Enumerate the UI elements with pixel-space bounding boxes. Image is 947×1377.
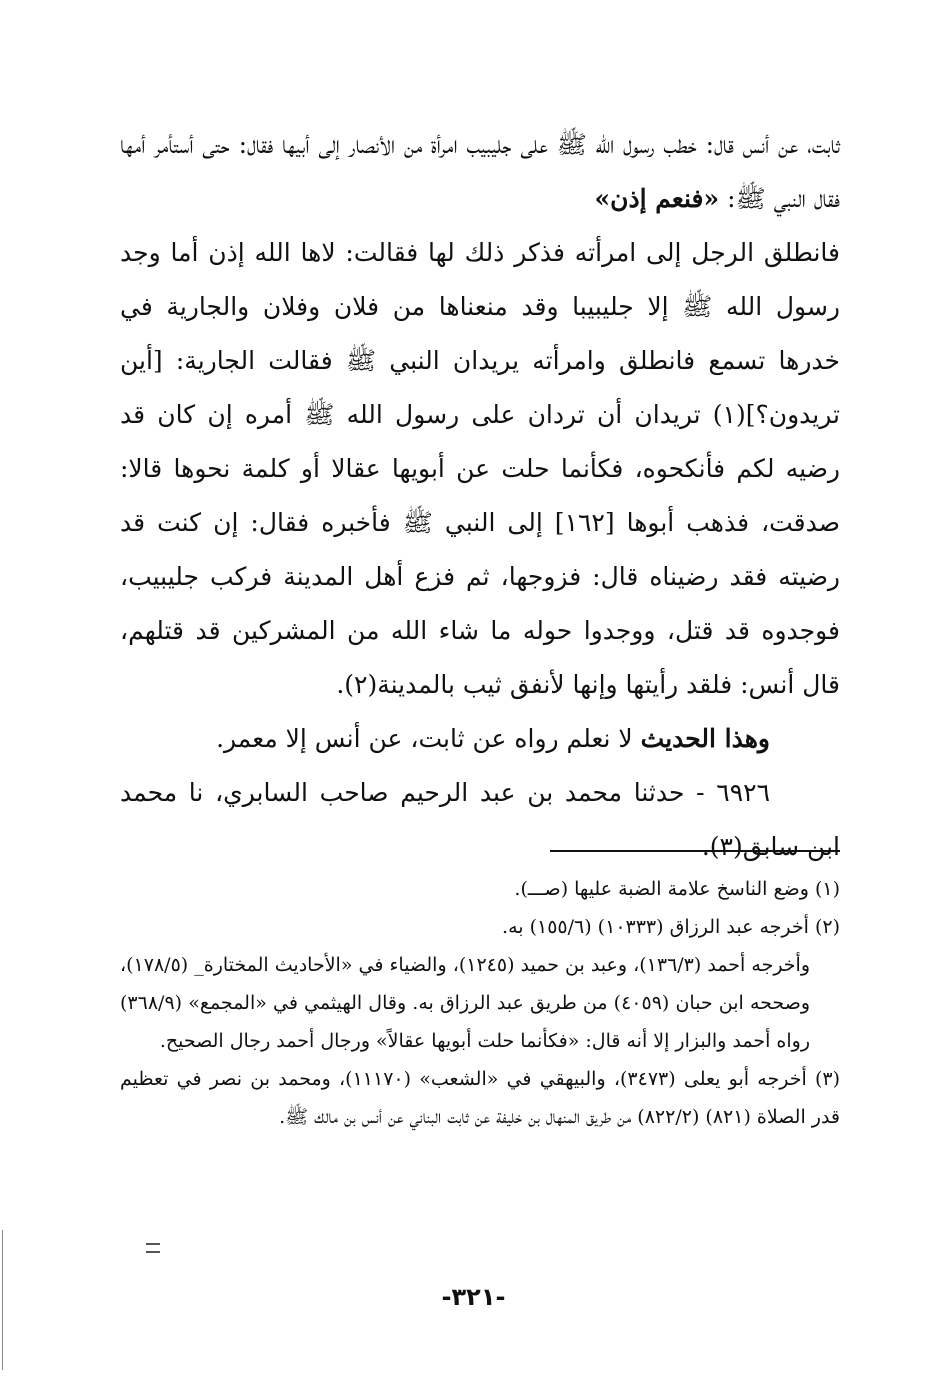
footnote-3: (٣) أخرجه أبو يعلى (٣٤٧٣)، والبيهقي في «الشعب» (١١١٧٠)، ومحمد بن نصر في تعظيم قدر الصلاة (٨٢١) (٨٢٢/٢) من طريق المنهال بن خليفة عن ثابت البناني عن أنس بن مالك ﷺ.: [120, 1068, 841, 1128]
scan-mark: [146, 1243, 160, 1253]
page-number: -٣٢١-: [441, 1283, 506, 1311]
paragraph-1-text: ثابت، عن أنس قال: خطب رسول الله ﷺ على جليبيب امرأة من الأنصار إلى أبيها فقال: حتى أستأمر أمها فقال النبي ﷺ:: [120, 130, 840, 213]
footnote-1: (١) وضع الناسخ علامة الضبة عليها (صـــ).: [514, 878, 840, 900]
footnote-2-continued: وأخرجه أحمد (١٣٦/٣)، وعبد بن حميد (١٢٤٥)، والضياء في «الأحاديث المختارة_ (١٧٨/٥)، وصححه ابن حبان (٤٠٥٩) من طريق عبد الرزاق به. وقال الهيثمي في «المجمع» (٣٦٨/٩) رواه أحمد والبزار إلا أنه قال: «فكأنما حلت أبويها عقالاً» ورجال أحمد رجال الصحيح.: [120, 954, 811, 1052]
paragraph-2: فانطلق الرجل إلى امرأته فذكر ذلك لها فقالت: لاها الله إذن أما وجد رسول الله ﷺ إلا جليبيبا وقد منعناها من فلان وفلان والجارية في خدرها تسمع فانطلق وامرأته يريدان النبي ﷺ فقالت الجارية: [أين تريدون؟](١) تريدان أن تردان على رسول الله ﷺ أمره إن كان قد رضيه لكم فأنكحوه، فكأنما حلت عن أبويها عقالا أو كلمة نحوها قالا: صدقت، فذهب أبوها [١٦٢] إلى النبي ﷺ فأخبره فقال: إن كنت قد رضيته فقد رضيناه قال: فزوجها، ثم فزع أهل المدينة فركب جليبيب، فوجدوه قد قتل، ووجدوا حوله ما شاء الله من المشركين قد قتلهم، قال أنس: فلقد رأيتها وإنها لأنفق ثيب بالمدينة(٢).: [120, 238, 840, 699]
main-text: [120, 118, 840, 874]
hadith-entry: ٦٩٢٦ - حدثنا محمد بن عبد الرحيم صاحب السابري، نا محمد ابن سابق(٣).: [120, 778, 840, 861]
footnotes: [120, 870, 840, 1136]
footnote-divider: [550, 850, 840, 852]
hadith-note-rest: لا نعلم رواه عن ثابت، عن أنس إلا معمر.: [216, 724, 641, 753]
hadith-note: [120, 712, 840, 766]
paragraph-1: [120, 118, 840, 226]
bold-quote: «فنعم إذن»: [594, 184, 720, 213]
page-body: [120, 118, 841, 1128]
footnote-2: (٢) أخرجه عبد الرزاق (١٠٣٣٣) (١٥٥/٦) به.: [502, 916, 840, 938]
hadith-note-bold: وهذا الحديث: [640, 724, 770, 753]
